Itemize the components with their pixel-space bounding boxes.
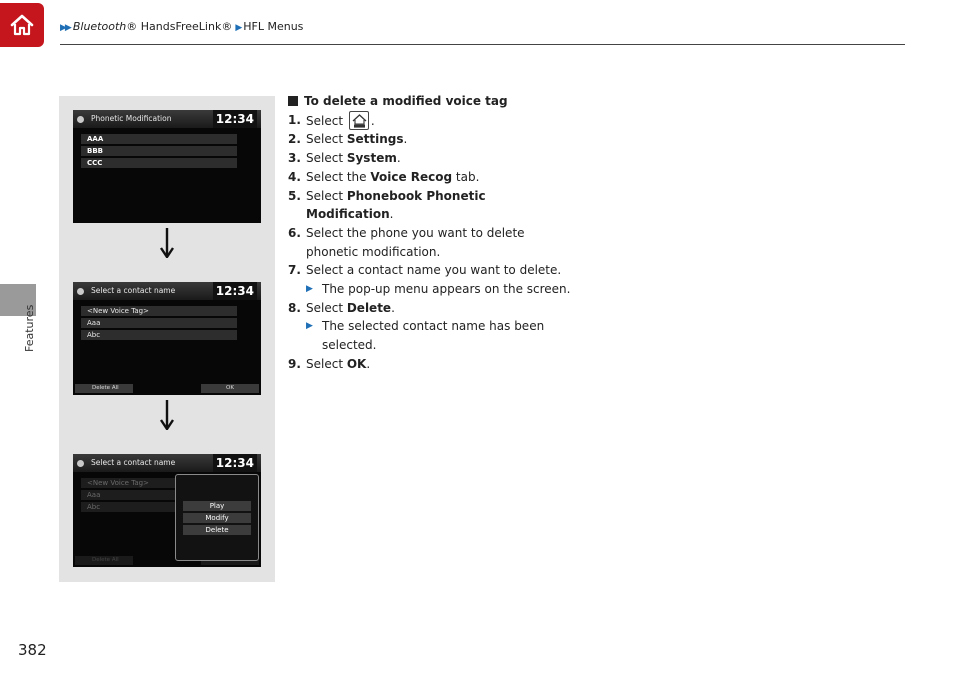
step: 4. Select the Voice Recog tab. [288,168,628,187]
home-button[interactable] [0,3,44,47]
screen-select-contact-popup [73,454,261,567]
popup-menu [175,474,259,561]
menu-term: Settings [346,132,404,147]
list-item[interactable]: AAA [81,134,237,144]
screen-title: Select a contact name [91,458,176,467]
clock: 12:34 [213,454,257,472]
step-number: 4. [288,169,301,184]
list-item[interactable]: <New Voice Tag> [81,306,237,316]
screen-title: Select a contact name [91,286,176,295]
step-number: 3. [288,151,301,166]
menu-term: Delete [346,300,392,315]
breadcrumb [60,20,303,33]
screen-select-contact [73,282,261,395]
list-item: Aaa [81,490,237,500]
step [288,261,628,280]
list-item[interactable]: CCC [81,158,237,168]
status-dot-icon [77,460,84,467]
step-number: 1. [288,112,301,127]
step: 5. Select Phonebook Phonetic Modification. [288,187,628,224]
step: 9. Select OK. [288,355,628,374]
screenshot-panel [59,96,275,582]
section-label: Features [23,304,36,352]
menu-term: System [346,151,397,166]
delete-all-button[interactable]: Delete All [75,384,133,393]
step-text: Select the phone you want to delete phonetic modification. [306,225,525,259]
step: 2. Select Settings. [288,130,628,149]
clock: 12:34 [213,282,257,300]
list-item[interactable]: Aaa [81,318,237,328]
header-divider [60,44,905,45]
menu-term: Voice Recog [370,169,453,184]
step-text: Select [306,113,344,128]
clock: 12:34 [213,110,257,128]
list-item[interactable]: Abc [81,330,237,340]
step-result: ▶ The selected contact name has been selected. [288,317,628,354]
popup-modify-button[interactable]: Modify [183,513,251,523]
square-bullet-icon [288,96,298,106]
popup-delete-button[interactable]: Delete [183,525,251,535]
step-number: 5. [288,188,301,203]
step-number: 7. [288,263,301,278]
down-arrow-icon [160,400,174,430]
result-arrow-icon: ▶ [306,284,311,295]
screen-phonetic-modification [73,110,261,223]
section-heading: To delete a modified voice tag [288,92,628,111]
home-icon [9,12,35,38]
step-result: ▶ The pop-up menu appears on the screen. [288,280,628,299]
step-text: Select a contact name you want to delete. [306,263,562,278]
step-number: 8. [288,300,301,315]
step [288,224,628,261]
step: 1. Select . [288,111,628,131]
step: 8. Select Delete. [288,299,628,318]
result-arrow-icon: ▶ [306,321,311,332]
breadcrumb-item[interactable]: ® HandsFreeLink® [126,20,233,33]
list-item[interactable]: BBB [81,146,237,156]
status-dot-icon [77,288,84,295]
delete-all-button: Delete All [75,556,133,565]
down-arrow-icon [160,228,174,258]
menu-term: Phonebook Phonetic Modification [306,188,486,222]
page-number: 382 [18,641,47,659]
step-number: 2. [288,132,301,147]
breadcrumb-item[interactable]: Bluetooth [72,20,127,33]
breadcrumb-arrow-icon: ▶ [235,23,241,33]
breadcrumb-arrow-icon: ▶▶ [60,23,70,33]
ok-button[interactable]: OK [201,384,259,393]
step: 3. Select System. [288,149,628,168]
instructions [288,92,628,374]
breadcrumb-item[interactable]: HFL Menus [243,20,304,33]
step-number: 9. [288,356,301,371]
screen-title: Phonetic Modification [91,114,172,123]
menu-term: OK [346,356,367,371]
status-dot-icon [77,116,84,123]
list-item: Abc [81,502,237,512]
list-item: <New Voice Tag> [81,478,237,488]
popup-play-button[interactable]: Play [183,501,251,511]
step-number: 6. [288,225,301,240]
home-icon [349,111,369,130]
